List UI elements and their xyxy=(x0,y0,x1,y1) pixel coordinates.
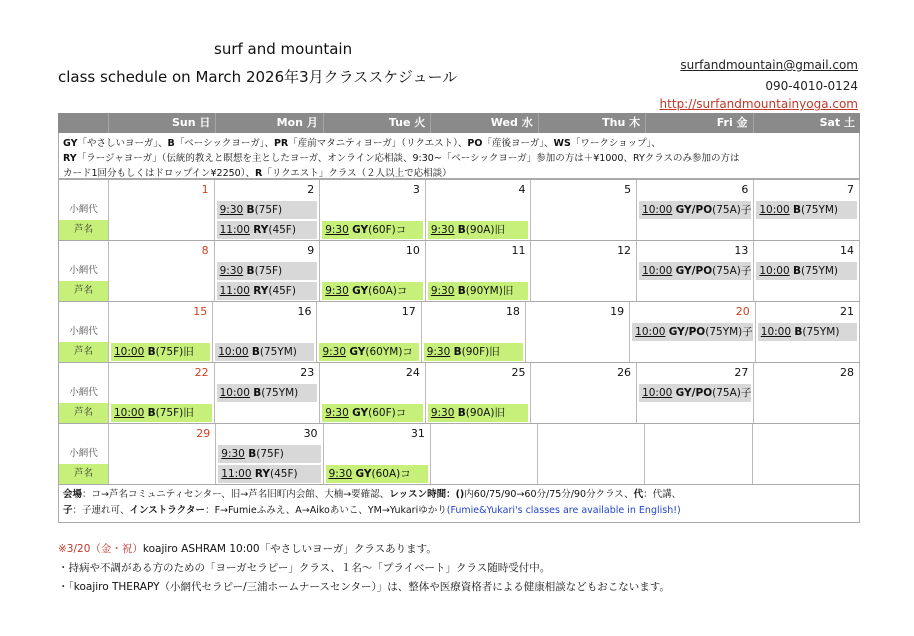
calendar-table xyxy=(58,113,860,523)
class-code: B xyxy=(792,265,801,277)
class-entry[interactable] xyxy=(639,262,751,280)
slot-ashina xyxy=(426,281,532,301)
class-entry[interactable] xyxy=(322,404,423,422)
class-code: GY/PO xyxy=(668,326,706,338)
class-entry[interactable] xyxy=(756,262,857,280)
day-number: 7 xyxy=(754,180,860,200)
slot-kozu xyxy=(215,200,321,220)
slot-ashina xyxy=(538,464,645,484)
day-number xyxy=(538,424,645,444)
day-number: 3 xyxy=(320,180,426,200)
class-entry[interactable] xyxy=(756,201,857,219)
slot-kozu xyxy=(645,444,752,464)
slot-kozu xyxy=(320,383,426,403)
day-number: 20 xyxy=(630,302,756,322)
class-time: 9:30 xyxy=(325,407,349,419)
slot-kozu xyxy=(637,261,754,281)
note-1: ※3/20（金・祝）koajiro ASHRAM 10:00「やさしいヨーガ」クラスあります。 xyxy=(58,543,437,555)
day-number: 28 xyxy=(754,363,860,383)
slot-kozu xyxy=(324,444,431,464)
slot-ashina xyxy=(109,403,215,423)
day-number: 14 xyxy=(754,241,860,261)
location-label-ashina: 芦名 xyxy=(59,403,109,423)
class-detail: (75F)旧 xyxy=(155,407,194,419)
calendar-week xyxy=(58,363,860,424)
class-code: B xyxy=(792,204,801,216)
class-code: GY xyxy=(352,285,369,297)
class-detail: (75F) xyxy=(256,448,284,460)
day-number: 18 xyxy=(422,302,526,322)
slot-ashina xyxy=(753,464,860,484)
slot-ashina xyxy=(320,403,426,423)
day-number: 11 xyxy=(426,241,532,261)
slot-kozu xyxy=(754,200,860,220)
class-time: 10:00 xyxy=(642,265,673,277)
slot-kozu xyxy=(215,261,321,281)
location-label-blank xyxy=(59,241,109,261)
day-number: 5 xyxy=(531,180,637,200)
header-mon: Mon 月 xyxy=(215,113,322,133)
slot-kozu xyxy=(215,383,321,403)
class-code: B xyxy=(248,448,257,460)
header-tue: Tue 火 xyxy=(323,113,430,133)
class-code: GY/PO xyxy=(675,204,713,216)
venue-legend-footer: 会場：コ→芦名コミュニティセンター、旧→芦名旧町内会館、大楠→要確認、レッスン時間：()内60/75/90→60分/75分/90分クラス、代：代講、 子：子連れ可、インストラクター：F→Fumieふみえ、A→Aikoあいこ、YM→Yukariゆかり(Fumie&Yukari's classes are available in English!) xyxy=(58,485,860,523)
schedule-title-line2: class schedule on March 2026年3月クラススケジュール xyxy=(58,68,458,86)
slot-kozu xyxy=(756,322,860,342)
class-code: B xyxy=(794,326,803,338)
slot-kozu xyxy=(422,322,526,342)
day-number: 12 xyxy=(531,241,637,261)
location-label-ashina: 芦名 xyxy=(59,464,109,484)
slot-kozu xyxy=(320,261,426,281)
class-entry[interactable] xyxy=(428,282,529,300)
slot-kozu xyxy=(216,444,323,464)
class-time: 10:00 xyxy=(219,387,250,399)
slot-ashina xyxy=(320,281,426,301)
slot-ashina xyxy=(426,220,532,240)
slot-ashina xyxy=(109,220,215,240)
slot-kozu xyxy=(426,261,532,281)
slot-ashina xyxy=(216,464,323,484)
location-label-blank xyxy=(59,424,109,444)
day-number: 26 xyxy=(531,363,637,383)
calendar-weeks xyxy=(58,179,860,485)
slot-kozu xyxy=(109,383,215,403)
note-3: ・「koajiro THERAPY（小網代セラピー/三浦ホームナースセンター）」は、整体や医療資格者による健康相談などもおこないます。 xyxy=(58,581,670,593)
slot-kozu xyxy=(426,200,532,220)
class-entry[interactable] xyxy=(428,404,529,422)
slot-ashina xyxy=(109,281,215,301)
slot-kozu xyxy=(753,444,860,464)
day-number: 31 xyxy=(324,424,431,444)
day-number: 9 xyxy=(215,241,321,261)
slot-ashina xyxy=(526,342,630,362)
class-time: 9:30 xyxy=(219,204,244,216)
class-entry[interactable] xyxy=(215,343,314,361)
day-number: 2 xyxy=(215,180,321,200)
class-code: B xyxy=(147,407,156,419)
day-number: 29 xyxy=(109,424,216,444)
slot-kozu xyxy=(630,322,756,342)
slot-ashina xyxy=(109,464,216,484)
slot-kozu xyxy=(531,261,637,281)
slot-ashina xyxy=(320,220,426,240)
header-sat: Sat 土 xyxy=(753,113,860,133)
class-code: B xyxy=(246,265,255,277)
class-code: B xyxy=(253,387,262,399)
website-link[interactable]: http://surfandmountainyoga.com xyxy=(659,97,858,111)
slot-ashina xyxy=(754,281,860,301)
slot-kozu xyxy=(431,444,538,464)
class-detail: (75YM)子 xyxy=(705,326,753,338)
class-time: 10:00 xyxy=(642,204,673,216)
class-detail: (60A)コ xyxy=(368,285,408,297)
class-code: B xyxy=(457,224,466,236)
slot-ashina xyxy=(422,342,526,362)
class-time: 9:30 xyxy=(328,468,353,480)
class-time: 10:00 xyxy=(759,265,790,277)
slot-ashina xyxy=(324,464,431,484)
legend-line1: GY「やさしいヨーガ」、B「ベーシックヨーガ」、PR「産前マタニティヨーガ」（リクエスト）、PO「産後ヨーガ」、WS「ワークショップ」、 xyxy=(63,138,661,149)
slot-ashina xyxy=(531,281,637,301)
slot-ashina xyxy=(645,464,752,484)
day-number: 6 xyxy=(637,180,754,200)
day-number: 10 xyxy=(320,241,426,261)
class-detail: (75YM) xyxy=(259,346,297,358)
class-detail: (60YM)コ xyxy=(365,346,413,358)
day-number: 16 xyxy=(213,302,317,322)
class-time: 10:00 xyxy=(114,407,145,419)
location-label-ashina: 芦名 xyxy=(59,220,109,240)
calendar-week xyxy=(58,241,860,302)
class-entry[interactable] xyxy=(639,384,751,402)
notes-section xyxy=(58,540,670,597)
class-detail: (60F)コ xyxy=(368,224,407,236)
slot-kozu xyxy=(531,383,637,403)
class-time: 11:00 xyxy=(219,224,250,236)
class-entry[interactable] xyxy=(326,465,428,483)
class-time: 10:00 xyxy=(114,346,145,358)
location-label-ashina: 芦名 xyxy=(59,281,109,301)
day-number: 4 xyxy=(426,180,532,200)
contact-email[interactable]: surfandmountain@gmail.com xyxy=(680,58,858,72)
location-label-kozu: 小網代 xyxy=(59,383,109,403)
class-code: B xyxy=(457,285,466,297)
class-entry[interactable] xyxy=(639,201,751,219)
class-time: 9:30 xyxy=(322,346,347,358)
header-thu: Thu 木 xyxy=(538,113,645,133)
class-detail: (45F) xyxy=(268,224,296,236)
class-entry[interactable] xyxy=(632,323,753,341)
location-label-kozu: 小網代 xyxy=(59,444,109,464)
class-code: B xyxy=(246,204,255,216)
slot-kozu xyxy=(317,322,421,342)
class-time: 9:30 xyxy=(430,407,455,419)
header-sun: Sun 日 xyxy=(108,113,215,133)
slot-ashina xyxy=(431,464,538,484)
class-time: 9:30 xyxy=(430,224,455,236)
class-detail: (45F) xyxy=(268,285,296,297)
location-label-ashina: 芦名 xyxy=(59,342,109,362)
class-detail: (75YM) xyxy=(801,204,839,216)
slot-kozu xyxy=(754,383,860,403)
class-detail: (75YM) xyxy=(801,265,839,277)
class-entry[interactable] xyxy=(111,404,212,422)
slot-ashina xyxy=(426,403,532,423)
location-label-kozu: 小網代 xyxy=(59,200,109,220)
day-number: 23 xyxy=(215,363,321,383)
class-entry[interactable] xyxy=(758,323,857,341)
day-number: 22 xyxy=(109,363,215,383)
class-code: GY/PO xyxy=(675,387,713,399)
legend-line2: RY「ラージャヨーガ」（伝統的教えと瞑想を主としたヨーガ、オンライン応相談、9:30~「ベーシックヨーガ」参加の方は＋¥1000、RYクラスのみ参加の方は xyxy=(63,153,740,164)
slot-ashina xyxy=(754,403,860,423)
class-detail: (75A)子 xyxy=(712,265,752,277)
class-entry[interactable] xyxy=(218,445,320,463)
class-detail: (90F)旧 xyxy=(461,346,500,358)
day-number: 21 xyxy=(756,302,860,322)
legend-line3: カード1回分もしくはドロップイン¥2250）、R「リクエスト」クラス（２人以上で応相談） xyxy=(63,168,452,179)
day-number: 1 xyxy=(109,180,215,200)
location-label-blank xyxy=(59,363,109,383)
header-wed: Wed 水 xyxy=(430,113,537,133)
slot-ashina xyxy=(637,403,754,423)
class-detail: (90A)旧 xyxy=(465,407,506,419)
class-entry[interactable] xyxy=(424,343,523,361)
header-corner xyxy=(58,113,108,133)
slot-kozu xyxy=(109,261,215,281)
class-legend xyxy=(58,133,860,179)
class-detail: (60F)コ xyxy=(368,407,407,419)
class-code: RY xyxy=(253,285,269,297)
class-entry[interactable] xyxy=(217,221,318,239)
class-entry[interactable] xyxy=(322,282,423,300)
slot-ashina xyxy=(213,342,317,362)
class-time: 11:00 xyxy=(219,285,250,297)
day-number: 30 xyxy=(216,424,323,444)
slot-ashina xyxy=(754,220,860,240)
slot-ashina xyxy=(637,220,754,240)
class-entry[interactable] xyxy=(217,201,318,219)
class-code: RY xyxy=(254,468,271,480)
slot-kozu xyxy=(637,200,754,220)
day-number: 19 xyxy=(526,302,630,322)
contact-phone: 090-4010-0124 xyxy=(765,79,858,93)
slot-kozu xyxy=(426,383,532,403)
class-detail: (75F) xyxy=(254,204,283,216)
location-label-blank xyxy=(59,180,109,200)
class-time: 9:30 xyxy=(325,285,349,297)
slot-kozu xyxy=(637,383,754,403)
class-code: GY xyxy=(349,346,366,358)
slot-ashina xyxy=(637,281,754,301)
class-time: 9:30 xyxy=(219,265,244,277)
class-detail: (60A)コ xyxy=(371,468,411,480)
slot-ashina xyxy=(317,342,421,362)
location-label-kozu: 小網代 xyxy=(59,261,109,281)
class-time: 10:00 xyxy=(642,387,673,399)
slot-kozu xyxy=(754,261,860,281)
class-entry[interactable] xyxy=(217,282,318,300)
class-time: 10:00 xyxy=(759,204,790,216)
class-code: B xyxy=(453,346,462,358)
class-time: 10:00 xyxy=(635,326,666,338)
slot-kozu xyxy=(213,322,317,342)
class-time: 9:30 xyxy=(430,285,455,297)
calendar-week xyxy=(58,424,860,485)
slot-ashina xyxy=(531,403,637,423)
class-detail: (75F) xyxy=(254,265,283,277)
slot-ashina xyxy=(215,220,321,240)
class-detail: (90YM)旧 xyxy=(465,285,514,297)
class-code: B xyxy=(251,346,260,358)
day-number: 27 xyxy=(637,363,754,383)
slot-kozu xyxy=(109,200,215,220)
slot-kozu xyxy=(526,322,630,342)
slot-kozu xyxy=(109,322,213,342)
location-label-kozu: 小網代 xyxy=(59,322,109,342)
location-label-blank xyxy=(59,302,109,322)
class-entry[interactable] xyxy=(217,262,318,280)
calendar-week xyxy=(58,179,860,241)
slot-ashina xyxy=(531,220,637,240)
schedule-title-line1: surf and mountain xyxy=(214,40,353,58)
class-detail: (75YM) xyxy=(802,326,840,338)
class-time: 9:30 xyxy=(426,346,451,358)
class-detail: (90A)旧 xyxy=(465,224,506,236)
slot-ashina xyxy=(756,342,860,362)
slot-kozu xyxy=(538,444,645,464)
day-number xyxy=(431,424,538,444)
class-time: 11:00 xyxy=(221,468,252,480)
class-time: 9:30 xyxy=(325,224,349,236)
class-code: GY xyxy=(355,468,372,480)
day-number xyxy=(753,424,860,444)
class-entry[interactable] xyxy=(319,343,418,361)
class-code: B xyxy=(457,407,466,419)
day-number: 8 xyxy=(109,241,215,261)
class-entry[interactable] xyxy=(111,343,210,361)
day-number: 25 xyxy=(426,363,532,383)
slot-ashina xyxy=(215,281,321,301)
class-code: GY/PO xyxy=(675,265,713,277)
note-2: ・持病や不調がある方のための「ヨーガセラピー」クラス、１名〜「プライベート」クラス随時受付中。 xyxy=(58,562,551,574)
day-number: 24 xyxy=(320,363,426,383)
header-fri: Fri 金 xyxy=(645,113,752,133)
class-time: 10:00 xyxy=(760,326,792,338)
day-number: 13 xyxy=(637,241,754,261)
class-code: GY xyxy=(352,407,369,419)
class-detail: (75A)子 xyxy=(712,204,752,216)
class-entry[interactable] xyxy=(322,221,423,239)
weekday-header-row xyxy=(58,113,860,133)
day-number xyxy=(645,424,752,444)
class-entry[interactable] xyxy=(218,465,320,483)
class-code: RY xyxy=(253,224,269,236)
class-detail: (75F)旧 xyxy=(155,346,194,358)
class-entry[interactable] xyxy=(428,221,529,239)
slot-kozu xyxy=(109,444,216,464)
day-number: 17 xyxy=(317,302,421,322)
slot-ashina xyxy=(630,342,756,362)
slot-ashina xyxy=(215,403,321,423)
class-time: 10:00 xyxy=(218,346,249,358)
class-detail: (75YM) xyxy=(261,387,299,399)
class-detail: (45F) xyxy=(270,468,298,480)
slot-ashina xyxy=(109,342,213,362)
calendar-week xyxy=(58,302,860,363)
class-detail: (75A)子 xyxy=(712,387,752,399)
class-code: GY xyxy=(352,224,369,236)
class-code: B xyxy=(147,346,156,358)
class-entry[interactable] xyxy=(217,384,318,402)
slot-kozu xyxy=(320,200,426,220)
day-number: 15 xyxy=(109,302,213,322)
class-time: 9:30 xyxy=(221,448,245,460)
slot-kozu xyxy=(531,200,637,220)
